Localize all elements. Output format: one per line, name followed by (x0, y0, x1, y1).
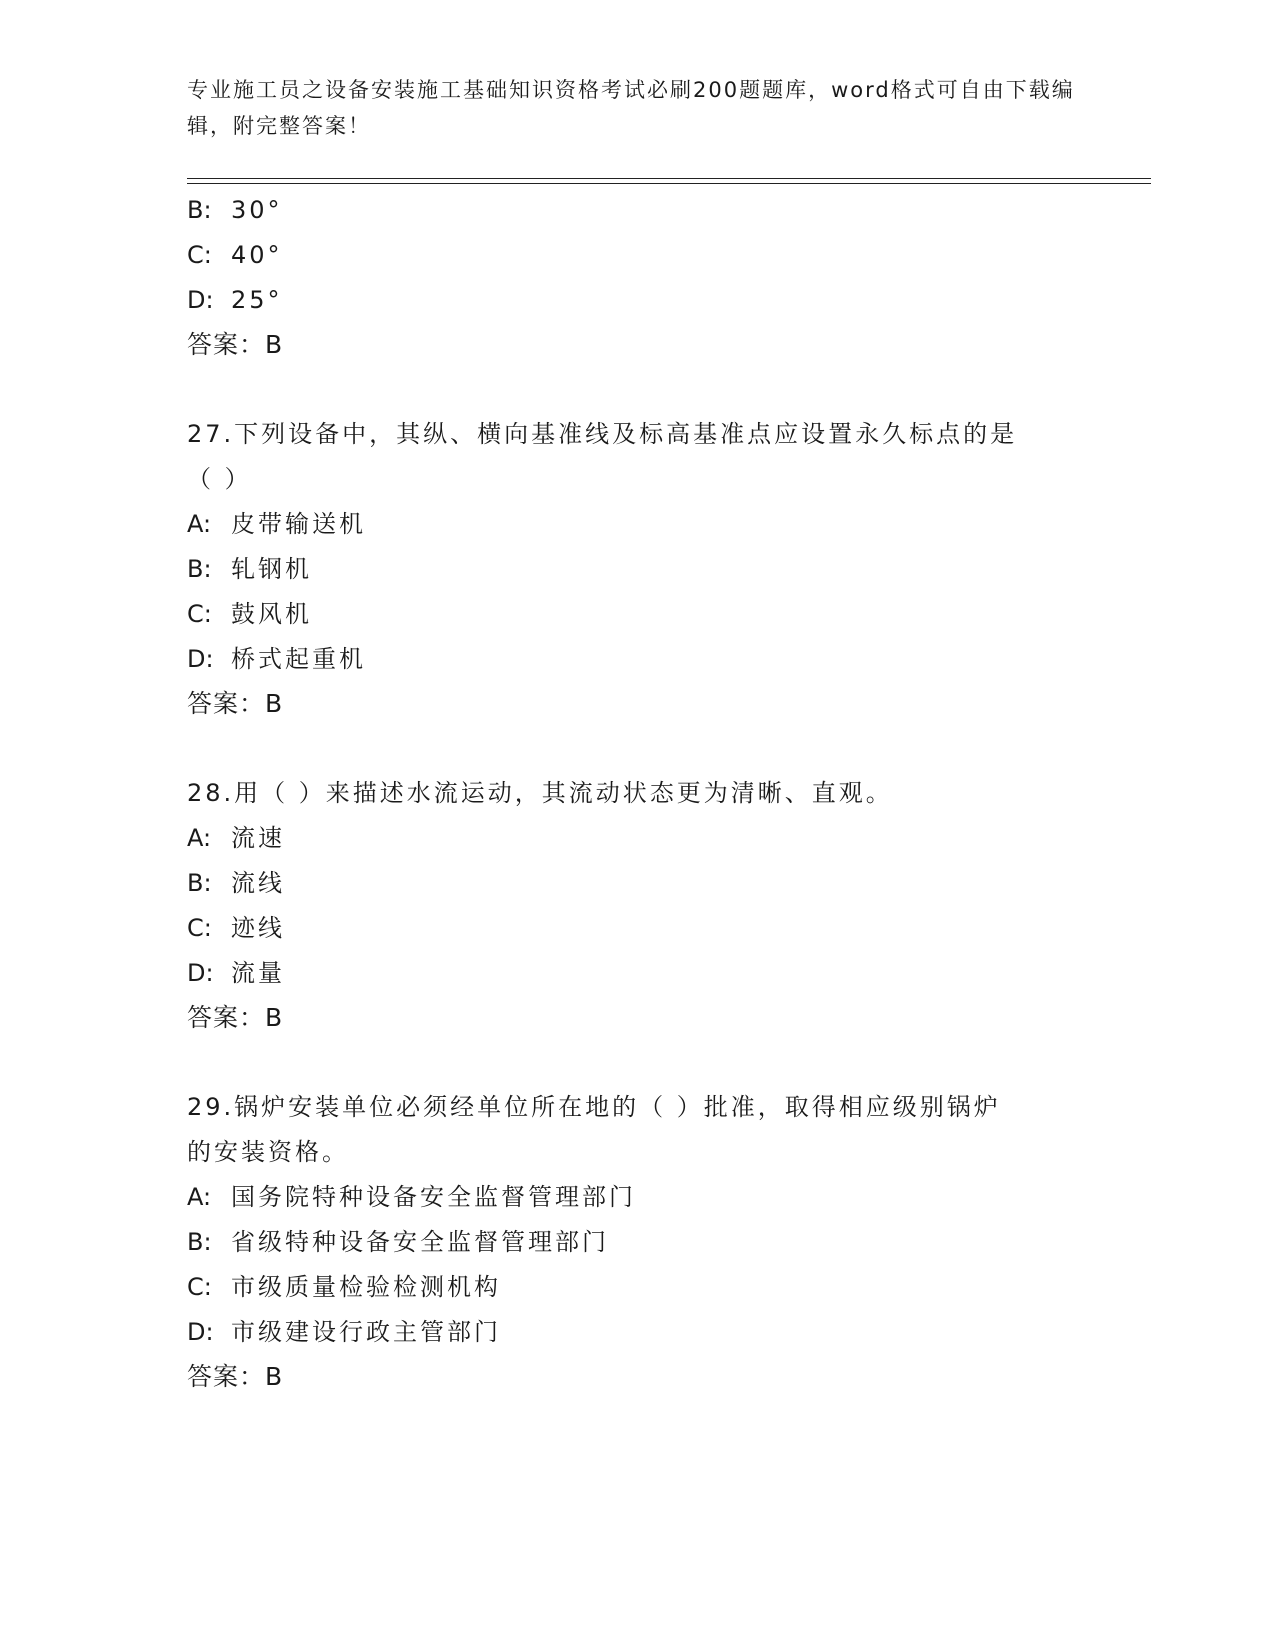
answer: 答案：B (187, 689, 284, 718)
question-stem: 27.下列设备中，其纵、横向基准线及标高基准点应设置永久标点的是 (187, 420, 1018, 448)
option-c: C: 市级质量检验检测机构 (187, 1273, 501, 1301)
option-c: C: 鼓风机 (187, 600, 312, 628)
option-a: A: 国务院特种设备安全监督管理部门 (187, 1183, 636, 1211)
question-stem-continued: 的安装资格。 (187, 1138, 349, 1166)
question-stem: 28.用（ ）来描述水流运动，其流动状态更为清晰、直观。 (187, 779, 893, 807)
header-divider-top (187, 178, 1151, 179)
option-b: B: 30° (187, 196, 283, 224)
question-stem-continued: （ ） (187, 465, 252, 493)
answer: 答案：B (187, 330, 284, 359)
option-d: D: 25° (187, 286, 283, 314)
answer: 答案：B (187, 1003, 284, 1032)
answer: 答案：B (187, 1362, 284, 1391)
option-c: C: 40° (187, 241, 283, 269)
option-b: B: 流线 (187, 869, 285, 897)
option-c: C: 迹线 (187, 914, 285, 942)
question-stem: 29.锅炉安装单位必须经单位所在地的（ ）批准，取得相应级别锅炉 (187, 1093, 1001, 1121)
option-d: D: 市级建设行政主管部门 (187, 1318, 501, 1346)
option-d: D: 桥式起重机 (187, 645, 366, 673)
option-d: D: 流量 (187, 959, 285, 987)
option-a: A: 流速 (187, 824, 285, 852)
option-a: A: 皮带输送机 (187, 510, 366, 538)
option-b: B: 省级特种设备安全监督管理部门 (187, 1228, 609, 1256)
option-b: B: 轧钢机 (187, 555, 312, 583)
document-header: 专业施工员之设备安装施工基础知识资格考试必刷200题题库，word格式可自由下载编辑，附完整答案！ (187, 78, 1075, 138)
header-divider-bottom (187, 183, 1151, 184)
